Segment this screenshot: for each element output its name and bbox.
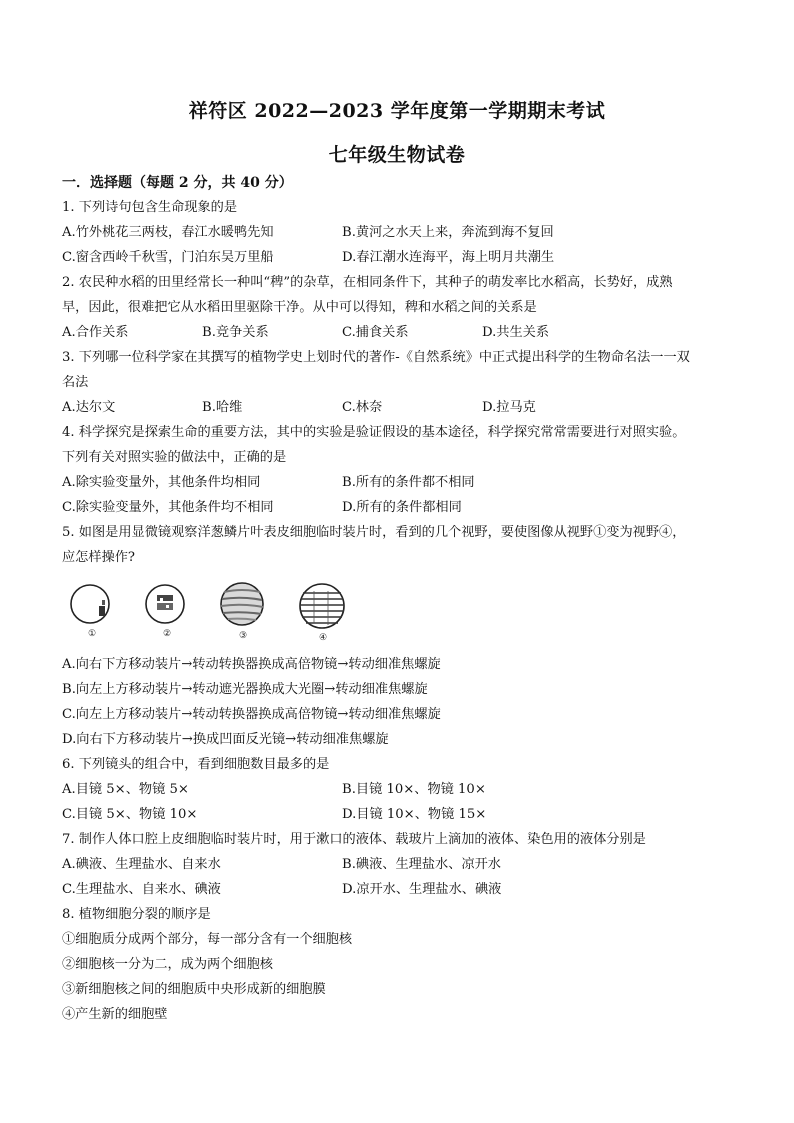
question-4-stem-line1: 4. 科学探究是探索生命的重要方法，其中的实验是验证假设的基本途径，科学探究常常需要进行对照实验。	[62, 425, 686, 440]
q1-option-b: B.黄河之水天上来，奔流到海不复回	[342, 225, 554, 240]
view-1-label: ①	[88, 629, 97, 639]
q4-option-a: A.除实验变量外，其他条件均相同	[62, 475, 261, 490]
microscope-views-svg	[62, 578, 362, 646]
q4-option-b: B.所有的条件都不相同	[342, 475, 475, 490]
microscope-view-1	[71, 585, 109, 639]
question-5-stem-line2: 应怎样操作?	[62, 550, 136, 565]
q3-option-a: A.达尔文	[62, 400, 116, 415]
microscope-view-4	[300, 584, 344, 643]
exam-subtitle: 七年级生物试卷	[328, 144, 466, 166]
question-3-stem-line2: 名法	[62, 375, 89, 390]
view-4-label: ④	[319, 633, 328, 643]
question-3-stem-line1: 3. 下列哪一位科学家在其撰写的植物学史上划时代的著作-《自然系统》中正式提出科学的生物命名法一一双	[62, 350, 690, 365]
q7-option-a: A.碘液、生理盐水、自来水	[62, 857, 221, 872]
q2-option-b: B.竞争关系	[202, 325, 269, 340]
view-2-label: ②	[163, 629, 172, 639]
exam-title: 祥符区 2022—2023 学年度第一学期期末考试	[188, 100, 606, 122]
q7-option-b: B.碘液、生理盐水、凉开水	[342, 857, 501, 872]
question-7-stem: 7. 制作人体口腔上皮细胞临时装片时，用于漱口的液体、载玻片上滴加的液体、染色用的液体分别是	[62, 832, 646, 847]
q2-option-d: D.共生关系	[482, 325, 550, 340]
question-1-stem: 1. 下列诗句包含生命现象的是	[62, 200, 238, 215]
microscope-view-2	[146, 585, 184, 639]
question-2-stem-line2: 早，因此，很难把它从水稻田里驱除干净。从中可以得知，稗和水稻之间的关系是	[62, 300, 537, 315]
question-2-stem-line1: 2. 农民种水稻的田里经常长一种叫“稗”的杂草，在相同条件下，其种子的萌发率比水稻高，长势好，成熟	[62, 275, 673, 290]
q8-step-3: ③新细胞核之间的细胞质中央形成新的细胞膜	[62, 982, 326, 997]
q6-option-a: A.目镜 5×、物镜 5×	[62, 782, 189, 797]
q1-option-a: A.竹外桃花三两枝，春江水暖鸭先知	[62, 225, 274, 240]
q4-option-d: D.所有的条件都相同	[342, 500, 462, 515]
q8-step-1: ①细胞质分成两个部分，每一部分含有一个细胞核	[62, 932, 353, 947]
q6-option-b: B.目镜 10×、物镜 10×	[342, 782, 486, 797]
question-8-stem: 8. 植物细胞分裂的顺序是	[62, 907, 211, 922]
microscope-view-3	[221, 583, 263, 641]
q7-option-d: D.凉开水、生理盐水、碘液	[342, 882, 502, 897]
q1-option-d: D.春江潮水连海平，海上明月共潮生	[342, 250, 555, 265]
question-4-stem-line2: 下列有关对照实验的做法中，正确的是	[62, 450, 287, 465]
microscope-views-figure	[62, 578, 362, 646]
q3-option-d: D.拉马克	[482, 400, 536, 415]
question-5-stem-line1: 5. 如图是用显微镜观察洋葱鳞片叶表皮细胞临时装片时，看到的几个视野，要使图像从视野①变为视野④，	[62, 525, 686, 540]
q8-step-4: ④产生新的细胞壁	[62, 1007, 168, 1022]
q8-step-2: ②细胞核一分为二，成为两个细胞核	[62, 957, 273, 972]
q1-option-c: C.窗含西岭千秋雪，门泊东吴万里船	[62, 250, 274, 265]
q7-option-c: C.生理盐水、自来水、碘液	[62, 882, 221, 897]
section-heading: 一．选择题（每题 2 分，共 40 分）	[62, 175, 293, 191]
q5-option-c: C.向左上方移动装片→转动转换器换成高倍物镜→转动细准焦螺旋	[62, 707, 441, 722]
q3-option-b: B.哈维	[202, 400, 243, 415]
q6-option-c: C.目镜 5×、物镜 10×	[62, 807, 198, 822]
q5-option-d: D.向右下方移动装片→换成凹面反光镜→转动细准焦螺旋	[62, 732, 389, 747]
q2-option-a: A.合作关系	[62, 325, 129, 340]
q5-option-a: A.向右下方移动装片→转动转换器换成高倍物镜→转动细准焦螺旋	[62, 657, 441, 672]
question-6-stem: 6. 下列镜头的组合中，看到细胞数目最多的是	[62, 757, 330, 772]
q3-option-c: C.林奈	[342, 400, 383, 415]
q4-option-c: C.除实验变量外，其他条件均不相同	[62, 500, 274, 515]
q5-option-b: B.向左上方移动装片→转动遮光器换成大光圈→转动细准焦螺旋	[62, 682, 428, 697]
view-3-label: ③	[239, 631, 248, 641]
q6-option-d: D.目镜 10×、物镜 15×	[342, 807, 487, 822]
q2-option-c: C.捕食关系	[342, 325, 409, 340]
